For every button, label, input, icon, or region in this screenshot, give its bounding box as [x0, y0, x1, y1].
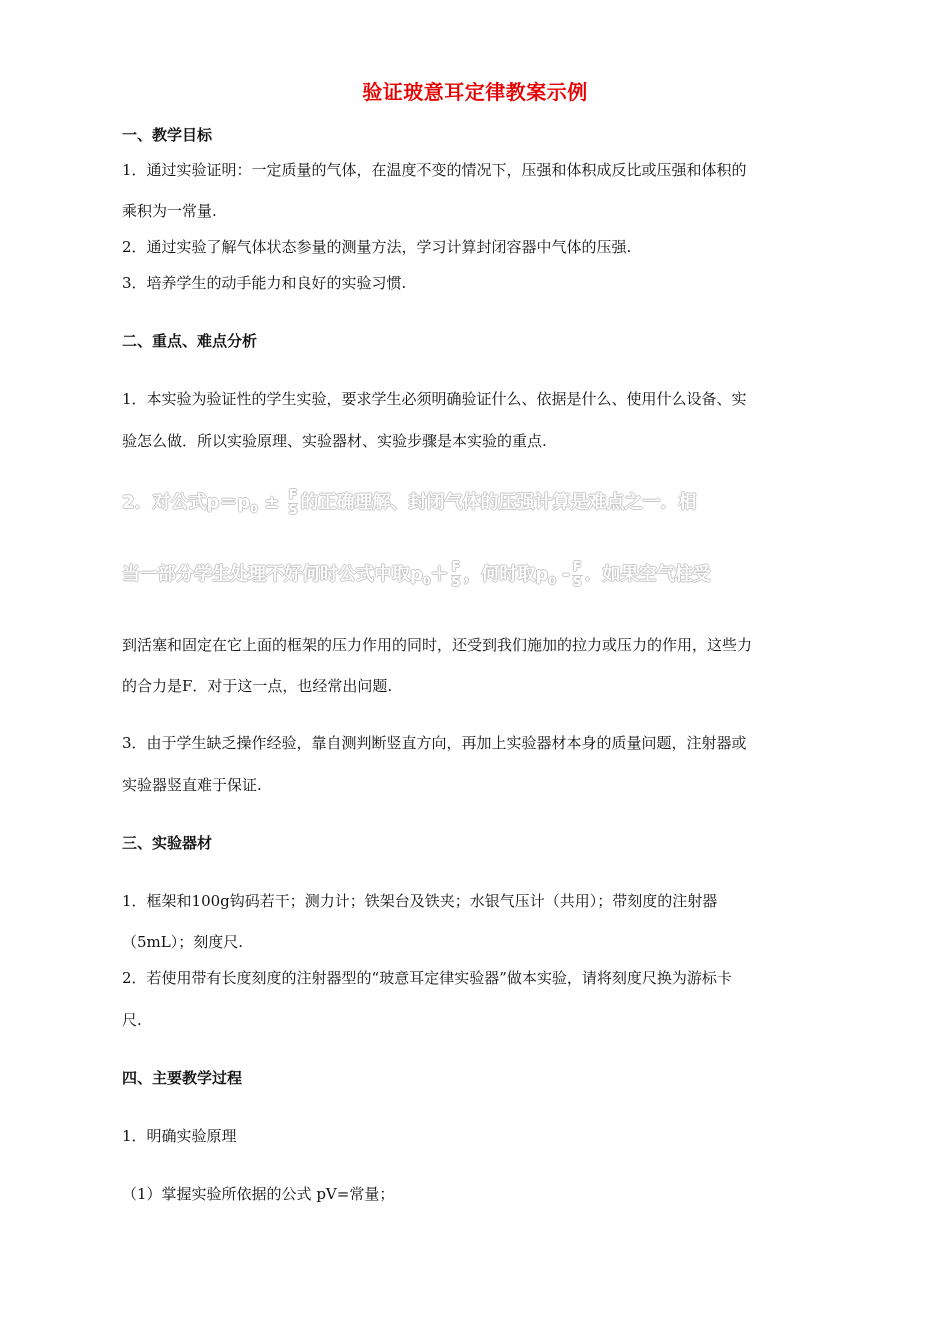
fraction-numerator: F [288, 487, 298, 503]
section-heading-equipment: 三、实验器材 [122, 834, 213, 852]
fraction-numerator: F [572, 559, 582, 575]
paragraph-line: 3．由于学生缺乏操作经验，靠自测判断竖直方向，再加上实验器材本身的质量问题，注射器或 [122, 734, 747, 752]
paragraph-line: 乘积为一常量. [122, 202, 217, 220]
paragraph-line: （1）掌握实验所依据的公式 pV=常量； [122, 1185, 395, 1203]
fraction [451, 561, 462, 590]
paragraph-line: 1．通过实验证明：一定质量的气体，在温度不变的情况下，压强和体积成反比或压强和体积的 [122, 161, 747, 179]
paragraph-line: 2．若使用带有长度刻度的注射器型的“玻意耳定律实验器”做本实验，请将刻度尺换为游标卡 [122, 969, 732, 987]
paragraph-line: 2．通过实验了解气体状态参量的测量方法，学习计算封闭容器中气体的压强. [122, 238, 632, 256]
paragraph-line: 实验器竖直难于保证. [122, 776, 262, 794]
section-heading-process: 四、主要教学过程 [122, 1069, 243, 1087]
section-heading-objectives: 一、教学目标 [122, 126, 213, 144]
formula-text: 的正确理解、封闭气体的压强计算是难点之一．相 [300, 492, 697, 513]
fraction [572, 561, 583, 590]
fraction [288, 489, 299, 518]
faint-formula-line [122, 560, 711, 590]
fraction-denominator: S [288, 502, 298, 518]
document-title: 验证玻意耳定律教案示例 [362, 80, 588, 104]
paragraph-line: 1．本实验为验证性的学生实验，要求学生必须明确验证什么、依据是什么、使用什么设备、实 [122, 390, 747, 408]
formula-text: ，何时取p [463, 564, 549, 585]
fraction-denominator: S [451, 574, 461, 590]
paragraph-line: 1．明确实验原理 [122, 1127, 237, 1145]
section-heading-key-points: 二、重点、难点分析 [122, 332, 258, 350]
paragraph-line: 尺. [122, 1011, 142, 1029]
formula-text: ＋ [430, 564, 449, 585]
formula-subscript: 0 [422, 574, 431, 588]
paragraph-line: （5mL）；刻度尺. [122, 933, 243, 951]
paragraph-line: 验怎么做．所以实验原理、实验器材、实验步骤是本实验的重点. [122, 432, 547, 450]
formula-text: 当一部分学生处理不好何时公式中取p [122, 564, 423, 585]
paragraph-line: 到活塞和固定在它上面的框架的压力作用的同时，还受到我们施加的拉力或压力的作用，这些力 [122, 636, 753, 654]
formula-subscript: 0 [250, 502, 258, 516]
paragraph-line: 的合力是F．对于这一点，也经常出问题. [122, 677, 393, 695]
formula-text: ± [257, 492, 286, 513]
fraction-denominator: S [572, 574, 582, 590]
formula-text: ．如果空气柱受 [584, 564, 711, 585]
paragraph-line: 1．框架和100g钩码若干；测力计；铁架台及铁夹；水银气压计（共用）；带刻度的注射器 [122, 892, 718, 910]
formula-text: - [555, 564, 570, 585]
faint-formula-line [122, 488, 696, 518]
formula-text: 2．对公式p＝p [122, 492, 251, 513]
formula-subscript: 0 [548, 574, 556, 588]
paragraph-line: 3．培养学生的动手能力和良好的实验习惯. [122, 274, 407, 292]
fraction-numerator: F [451, 559, 461, 575]
